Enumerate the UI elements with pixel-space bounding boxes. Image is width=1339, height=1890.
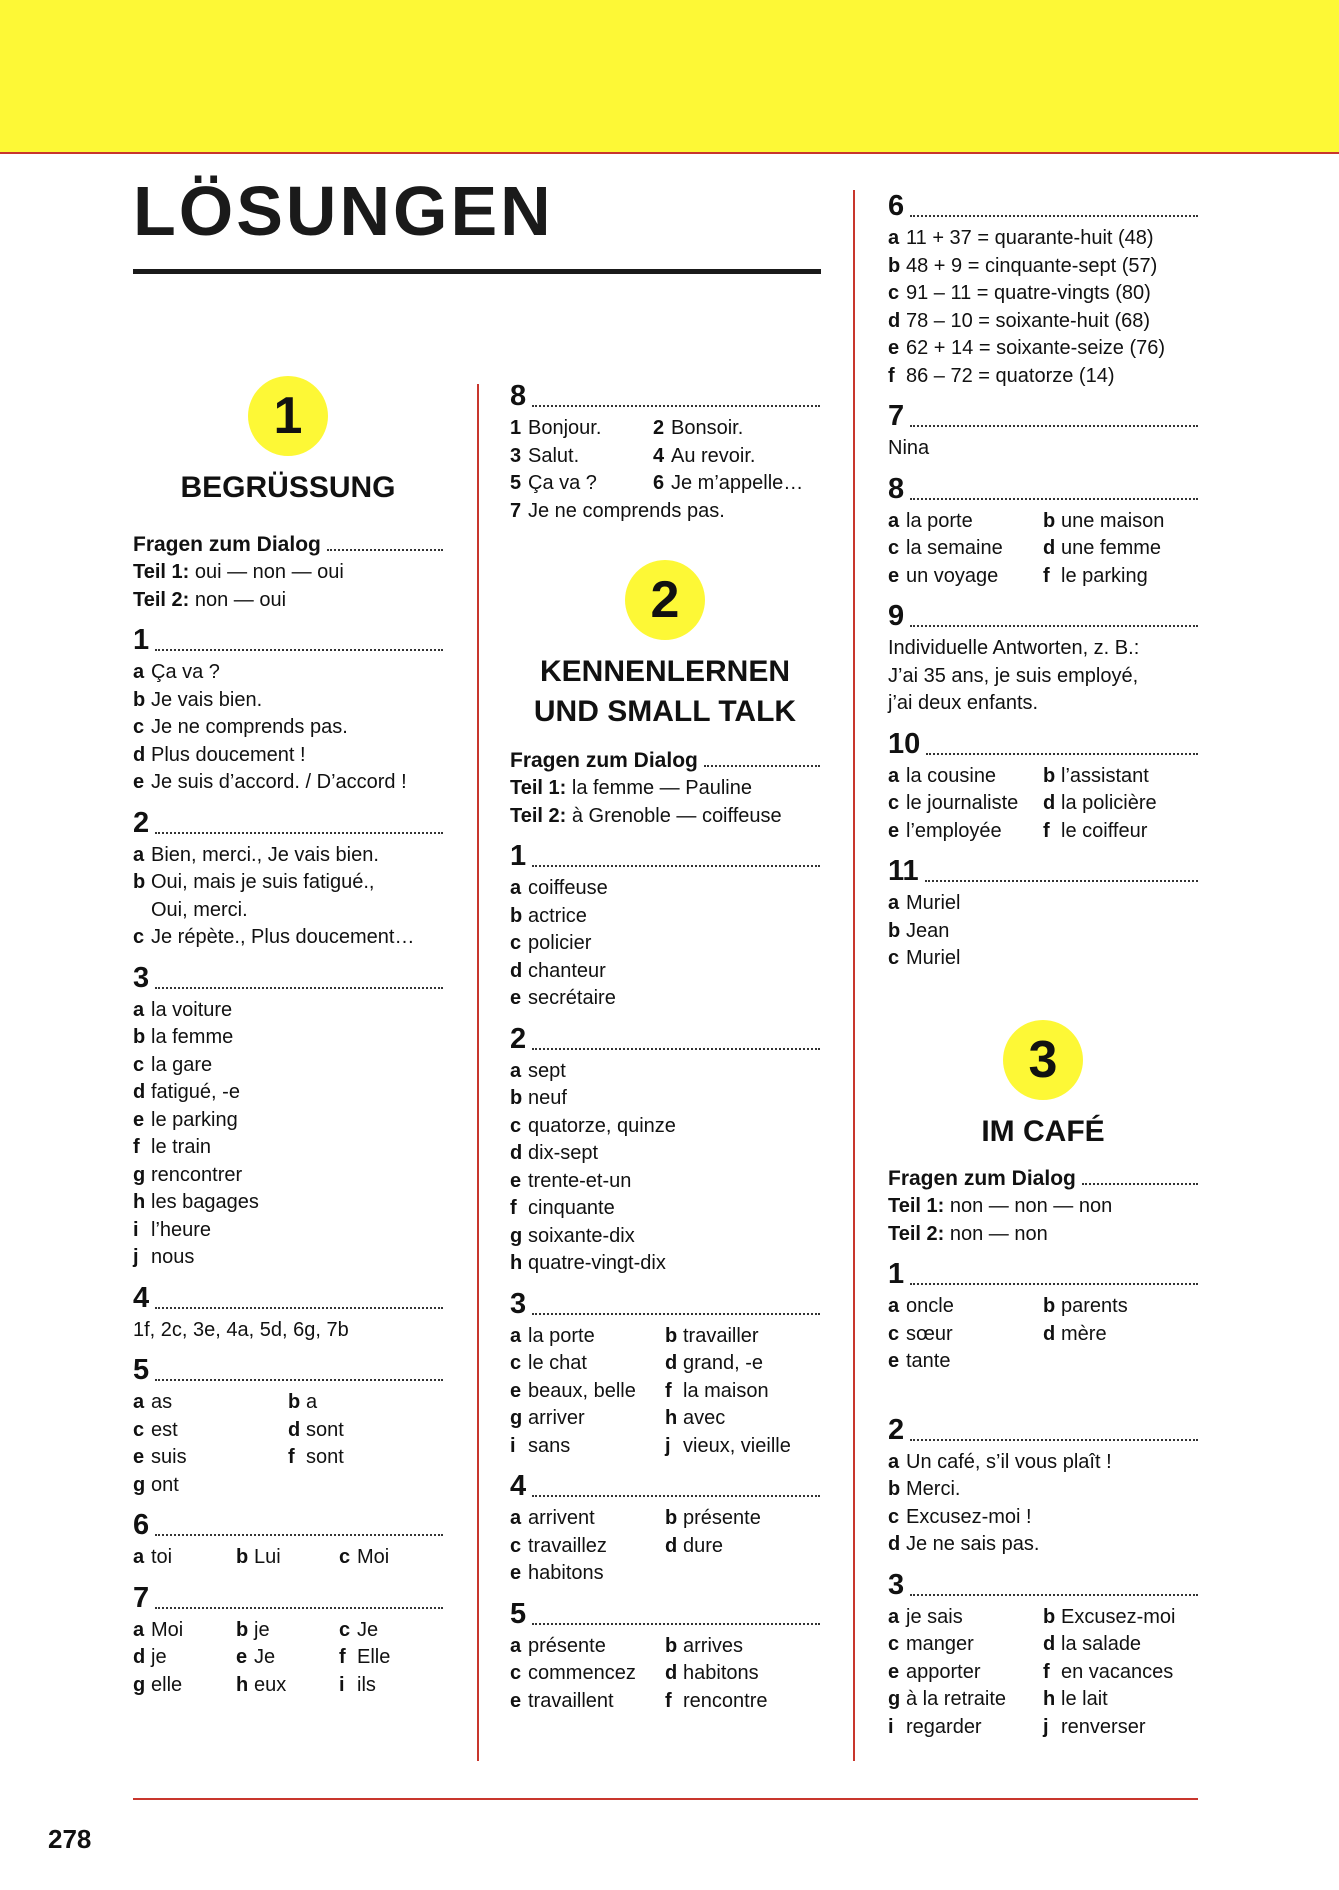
chapter-number-badge: 2 bbox=[625, 560, 705, 640]
exercise-number: 8 bbox=[510, 380, 527, 412]
answer-line: c quatorze, quinze bbox=[510, 1114, 676, 1137]
exercise-5 bbox=[510, 1597, 820, 1716]
answer-item: d une femme bbox=[1043, 537, 1162, 559]
chapter-2-header bbox=[510, 560, 820, 731]
answer-item: a la porte bbox=[510, 1324, 595, 1347]
answer-line: a la voiture bbox=[133, 998, 233, 1021]
answer-item: h eux bbox=[236, 1673, 287, 1696]
exercise-2 bbox=[133, 806, 443, 952]
dotted-leader bbox=[925, 879, 1198, 882]
chapter-1-exercises bbox=[133, 534, 443, 1711]
exercise-number: 11 bbox=[888, 855, 919, 887]
answer-item: 4 Au revoir. bbox=[653, 444, 756, 467]
answer-line: a Bien, merci., Je vais bien. bbox=[133, 843, 379, 866]
exercise-8 bbox=[510, 382, 820, 525]
answer-item: d mère bbox=[1043, 1322, 1107, 1345]
dotted-leader bbox=[155, 831, 443, 834]
teil-answer: oui — non — oui bbox=[189, 561, 344, 583]
answer-item: g à la retraite bbox=[888, 1688, 1007, 1710]
answer-item: d je bbox=[133, 1646, 167, 1668]
dotted-leader bbox=[910, 624, 1198, 627]
exercise-1 bbox=[510, 842, 820, 1013]
exercise-2 bbox=[510, 1022, 820, 1278]
answer-line: e le parking bbox=[133, 1108, 238, 1131]
answer-item: b l’assistant bbox=[1043, 764, 1149, 787]
teil-answer: la femme — Pauline bbox=[566, 777, 752, 799]
dotted-leader bbox=[155, 1533, 443, 1536]
answer-item: a oncle bbox=[888, 1295, 954, 1317]
dotted-leader bbox=[532, 404, 820, 407]
exercise-5 bbox=[133, 1356, 443, 1499]
dialog-questions bbox=[510, 750, 820, 830]
exercise-1 bbox=[133, 626, 443, 797]
answer-item: h avec bbox=[665, 1407, 726, 1429]
answer-item: c Je bbox=[339, 1618, 379, 1641]
exercise-3 bbox=[133, 961, 443, 1272]
teil-label: Teil 2: bbox=[888, 1222, 945, 1245]
exercise-number: 3 bbox=[510, 1287, 527, 1320]
answer-line: g soixante-dix bbox=[510, 1224, 635, 1247]
exercise-number: 3 bbox=[133, 961, 150, 994]
answer-line: a Ça va ? bbox=[133, 661, 220, 683]
exercise-number: 5 bbox=[510, 1597, 527, 1630]
dotted-leader bbox=[910, 1438, 1198, 1441]
answer-item: d la policière bbox=[1043, 792, 1157, 814]
exercise-number: 2 bbox=[510, 1022, 527, 1055]
answer-item: b parents bbox=[1043, 1295, 1128, 1317]
answer-item: b a bbox=[288, 1391, 318, 1413]
answer-line: d 78 – 10 = soixante-huit (68) bbox=[888, 309, 1151, 332]
answer-item: a Moi bbox=[133, 1618, 184, 1641]
dialog-questions bbox=[133, 534, 443, 614]
exercise-number: 2 bbox=[888, 1413, 905, 1446]
footer-rule bbox=[133, 1798, 1198, 1800]
exercise-11 bbox=[888, 857, 1198, 973]
exercise-label: Fragen zum Dialog bbox=[510, 749, 698, 772]
answer-item: j renverser bbox=[1043, 1715, 1146, 1738]
answer-line: f 86 – 72 = quatorze (14) bbox=[888, 364, 1115, 387]
chapter-3-exercises bbox=[888, 1168, 1198, 1753]
dotted-leader bbox=[910, 1593, 1198, 1596]
answer-line: Individuelle Antworten, z. B.: bbox=[888, 637, 1140, 659]
answer-line: c Excusez-moi ! bbox=[888, 1505, 1032, 1528]
dotted-leader bbox=[327, 548, 443, 551]
chapter-number-badge: 1 bbox=[248, 376, 328, 456]
dotted-leader bbox=[155, 1606, 443, 1609]
column-divider bbox=[477, 384, 479, 1761]
teil-label: Teil 1: bbox=[888, 1195, 945, 1217]
answer-item: f sont bbox=[288, 1446, 344, 1468]
exercise-6 bbox=[133, 1511, 443, 1572]
answer-item: h le lait bbox=[1043, 1688, 1108, 1710]
dotted-leader bbox=[1082, 1182, 1198, 1185]
dotted-leader bbox=[910, 214, 1198, 217]
exercise-10 bbox=[888, 727, 1198, 846]
chapter-title: KENNENLERNEN UND SMALL TALK bbox=[533, 655, 797, 728]
dotted-leader bbox=[532, 1047, 820, 1050]
answer-item: b travailler bbox=[665, 1324, 759, 1347]
answer-line: b neuf bbox=[510, 1087, 567, 1109]
answer-line: g rencontrer bbox=[133, 1163, 243, 1186]
answer-item: d sont bbox=[288, 1418, 344, 1441]
answer-item: b Lui bbox=[236, 1546, 281, 1568]
chapter-2-exercises bbox=[510, 750, 820, 1727]
answer-line: d chanteur bbox=[510, 959, 606, 982]
answer-line: b Merci. bbox=[888, 1478, 961, 1500]
dotted-leader bbox=[532, 864, 820, 867]
exercise-number: 6 bbox=[888, 190, 905, 222]
answer-item: e habitons bbox=[510, 1562, 604, 1584]
exercise-number: 8 bbox=[888, 472, 905, 505]
exercise-number: 9 bbox=[888, 600, 905, 632]
answer-line: c Je ne comprends pas. bbox=[133, 716, 348, 738]
teil-label: Teil 1: bbox=[133, 561, 190, 583]
answer-item: d dure bbox=[665, 1534, 724, 1557]
dotted-leader bbox=[155, 1378, 443, 1381]
answer-line: d dix-sept bbox=[510, 1142, 599, 1164]
answer-line: h quatre-vingt-dix bbox=[510, 1252, 666, 1274]
teil-answer: non — oui bbox=[189, 588, 287, 611]
dotted-leader bbox=[532, 1622, 820, 1625]
answer-line: c la gare bbox=[133, 1053, 213, 1076]
answer-line: b Je vais bien. bbox=[133, 688, 263, 711]
answer-item: c le chat bbox=[510, 1352, 587, 1374]
answer-line: Oui, merci. bbox=[151, 898, 248, 921]
exercise-number: 10 bbox=[888, 727, 921, 760]
answer-item: e travaillent bbox=[510, 1689, 614, 1712]
answer-item: e l’employée bbox=[888, 819, 1002, 842]
answer-item: e apporter bbox=[888, 1660, 981, 1683]
answer-line: c Muriel bbox=[888, 947, 961, 969]
answer-line: b actrice bbox=[510, 904, 587, 927]
answer-item: f le coiffeur bbox=[1043, 819, 1148, 842]
answer-line: 7 Je ne comprends pas. bbox=[510, 499, 725, 522]
chapter-2-continued-exercises bbox=[888, 192, 1198, 985]
answer-line: Nina bbox=[888, 437, 930, 459]
teil-label: Teil 2: bbox=[510, 804, 567, 827]
answer-item: 6 Je m’appelle… bbox=[653, 472, 804, 494]
chapter-1-exercise-8-block bbox=[510, 382, 820, 537]
chapter-number-badge: 3 bbox=[1003, 1020, 1083, 1100]
answer-item: d habitons bbox=[665, 1662, 759, 1684]
answer-line: e 62 + 14 = soixante-seize (76) bbox=[888, 337, 1166, 359]
exercise-number: 7 bbox=[888, 400, 905, 432]
answer-item: a as bbox=[133, 1391, 173, 1413]
exercise-label: Fragen zum Dialog bbox=[133, 533, 321, 556]
exercise-2 bbox=[888, 1413, 1198, 1559]
answer-line: 1f, 2c, 3e, 4a, 5d, 6g, 7b bbox=[133, 1318, 349, 1341]
dotted-leader bbox=[155, 986, 443, 989]
answer-line: d Plus doucement ! bbox=[133, 743, 306, 766]
answer-item: b je bbox=[236, 1618, 270, 1641]
answer-line: c policier bbox=[510, 932, 592, 954]
exercise-7 bbox=[133, 1581, 443, 1700]
exercise-4 bbox=[133, 1281, 443, 1345]
exercise-number: 1 bbox=[133, 624, 150, 656]
answer-item: a présente bbox=[510, 1634, 606, 1657]
exercise-number: 1 bbox=[510, 840, 527, 872]
answer-line: f cinquante bbox=[510, 1197, 615, 1219]
teil-answer: à Grenoble — coiffeuse bbox=[566, 804, 782, 827]
dotted-leader bbox=[910, 1282, 1198, 1285]
teil-label: Teil 2: bbox=[133, 588, 190, 611]
answer-line: d fatigué, -e bbox=[133, 1081, 240, 1103]
column-divider bbox=[853, 190, 855, 1761]
answer-item: b une maison bbox=[1043, 509, 1165, 532]
dotted-leader bbox=[155, 1306, 443, 1309]
answer-item: c est bbox=[133, 1418, 178, 1441]
answer-item: c la semaine bbox=[888, 537, 1003, 559]
answer-line: i l’heure bbox=[133, 1218, 212, 1241]
exercise-1 bbox=[888, 1260, 1198, 1376]
dotted-leader bbox=[910, 497, 1198, 500]
chapter-title: IM CAFÉ bbox=[981, 1115, 1105, 1148]
answer-line: e Je suis d’accord. / D’accord ! bbox=[133, 771, 407, 793]
answer-line: j’ai deux enfants. bbox=[888, 692, 1039, 714]
answer-line: c 91 – 11 = quatre-vingts (80) bbox=[888, 282, 1151, 304]
answer-item: a je sais bbox=[888, 1605, 963, 1628]
answer-item: b Excusez-moi bbox=[1043, 1605, 1176, 1628]
answer-line: b la femme bbox=[133, 1026, 234, 1048]
answer-line: b Jean bbox=[888, 919, 950, 942]
title-underline bbox=[133, 269, 821, 274]
teil-answer: non — non bbox=[944, 1222, 1048, 1245]
answer-item: d grand, -e bbox=[665, 1352, 764, 1374]
answer-line: a coiffeuse bbox=[510, 877, 608, 899]
exercise-number: 6 bbox=[133, 1509, 150, 1541]
exercise-4 bbox=[510, 1472, 820, 1588]
answer-item: i regarder bbox=[888, 1715, 982, 1738]
dotted-leader bbox=[926, 752, 1198, 755]
exercise-6 bbox=[888, 192, 1198, 390]
answer-item: f en vacances bbox=[1043, 1660, 1174, 1683]
answer-item: f la maison bbox=[665, 1379, 769, 1402]
answer-item: c le journaliste bbox=[888, 792, 1019, 814]
answer-item: b arrives bbox=[665, 1634, 744, 1657]
dialog-questions bbox=[888, 1168, 1198, 1248]
answer-item: 1 Bonjour. bbox=[510, 417, 602, 439]
answer-item: f le parking bbox=[1043, 564, 1148, 587]
answer-line: b 48 + 9 = cinquante-sept (57) bbox=[888, 254, 1158, 277]
exercise-number: 7 bbox=[133, 1581, 150, 1614]
top-banner bbox=[0, 0, 1339, 154]
page-number: 278 bbox=[48, 1824, 92, 1854]
answer-line: J’ai 35 ans, je suis employé, bbox=[888, 664, 1139, 687]
answer-item: g ont bbox=[133, 1473, 179, 1496]
exercise-number: 5 bbox=[133, 1354, 150, 1386]
chapter-1-header bbox=[133, 376, 443, 508]
exercise-number: 4 bbox=[510, 1470, 527, 1502]
chapter-3-header bbox=[888, 1020, 1198, 1152]
dotted-leader bbox=[910, 424, 1198, 427]
exercise-3 bbox=[510, 1287, 820, 1461]
answer-line: h les bagages bbox=[133, 1191, 259, 1213]
answer-item: c commencez bbox=[510, 1662, 636, 1684]
dotted-leader bbox=[155, 648, 443, 651]
answer-line: f le train bbox=[133, 1136, 212, 1158]
answer-line: j nous bbox=[133, 1246, 195, 1268]
answer-item: a la cousine bbox=[888, 764, 997, 787]
answer-item: c manger bbox=[888, 1633, 974, 1655]
answer-item: e tante bbox=[888, 1350, 951, 1372]
answer-line: a sept bbox=[510, 1059, 566, 1082]
answer-item: j vieux, vieille bbox=[665, 1434, 791, 1457]
answer-line: e secrétaire bbox=[510, 987, 616, 1009]
dotted-leader bbox=[704, 764, 820, 767]
answer-item: i ils bbox=[339, 1673, 376, 1696]
page-title: LÖSUNGEN bbox=[133, 172, 554, 250]
chapter-title: BEGRÜSSUNG bbox=[180, 471, 396, 504]
answer-item: c Moi bbox=[339, 1546, 390, 1568]
answer-item: f rencontre bbox=[665, 1689, 768, 1712]
answer-item: a la porte bbox=[888, 509, 973, 532]
exercise-number: 4 bbox=[133, 1281, 150, 1314]
answer-item: g arriver bbox=[510, 1407, 585, 1429]
answer-item: d la salade bbox=[1043, 1633, 1142, 1655]
answer-item: g elle bbox=[133, 1673, 183, 1696]
answer-line: b Oui, mais je suis fatigué., bbox=[133, 871, 375, 893]
dotted-leader bbox=[532, 1312, 820, 1315]
exercise-9 bbox=[888, 602, 1198, 718]
answer-item: e suis bbox=[133, 1446, 187, 1468]
dotted-leader bbox=[532, 1494, 820, 1497]
exercise-3 bbox=[888, 1568, 1198, 1742]
answer-item: b présente bbox=[665, 1507, 761, 1529]
answer-item: e un voyage bbox=[888, 564, 999, 587]
answer-line: d Je ne sais pas. bbox=[888, 1533, 1040, 1555]
answer-item: a toi bbox=[133, 1546, 173, 1568]
answer-line: a 11 + 37 = quarante-huit (48) bbox=[888, 227, 1154, 249]
teil-answer: non — non — non bbox=[944, 1195, 1113, 1217]
exercise-7 bbox=[888, 402, 1198, 463]
answer-item: i sans bbox=[510, 1434, 571, 1457]
exercise-number: 1 bbox=[888, 1258, 905, 1290]
exercise-number: 2 bbox=[133, 806, 150, 839]
answer-item: 3 Salut. bbox=[510, 444, 580, 467]
answer-item: e Je bbox=[236, 1646, 276, 1668]
exercise-8 bbox=[888, 472, 1198, 591]
exercise-number: 3 bbox=[888, 1568, 905, 1601]
answer-item: c sœur bbox=[888, 1322, 953, 1345]
answer-line: c Je répète., Plus doucement… bbox=[133, 926, 415, 948]
answer-item: 2 Bonsoir. bbox=[653, 417, 744, 439]
answer-item: f Elle bbox=[339, 1646, 391, 1668]
answer-item: 5 Ça va ? bbox=[510, 472, 597, 494]
answer-line: a Un café, s’il vous plaît ! bbox=[888, 1450, 1112, 1473]
answer-line: e trente-et-un bbox=[510, 1169, 632, 1192]
answer-item: a arrivent bbox=[510, 1507, 595, 1529]
answer-item: e beaux, belle bbox=[510, 1379, 636, 1402]
answer-line: a Muriel bbox=[888, 892, 961, 914]
exercise-label: Fragen zum Dialog bbox=[888, 1167, 1076, 1190]
answer-item: c travaillez bbox=[510, 1534, 607, 1557]
teil-label: Teil 1: bbox=[510, 777, 567, 799]
